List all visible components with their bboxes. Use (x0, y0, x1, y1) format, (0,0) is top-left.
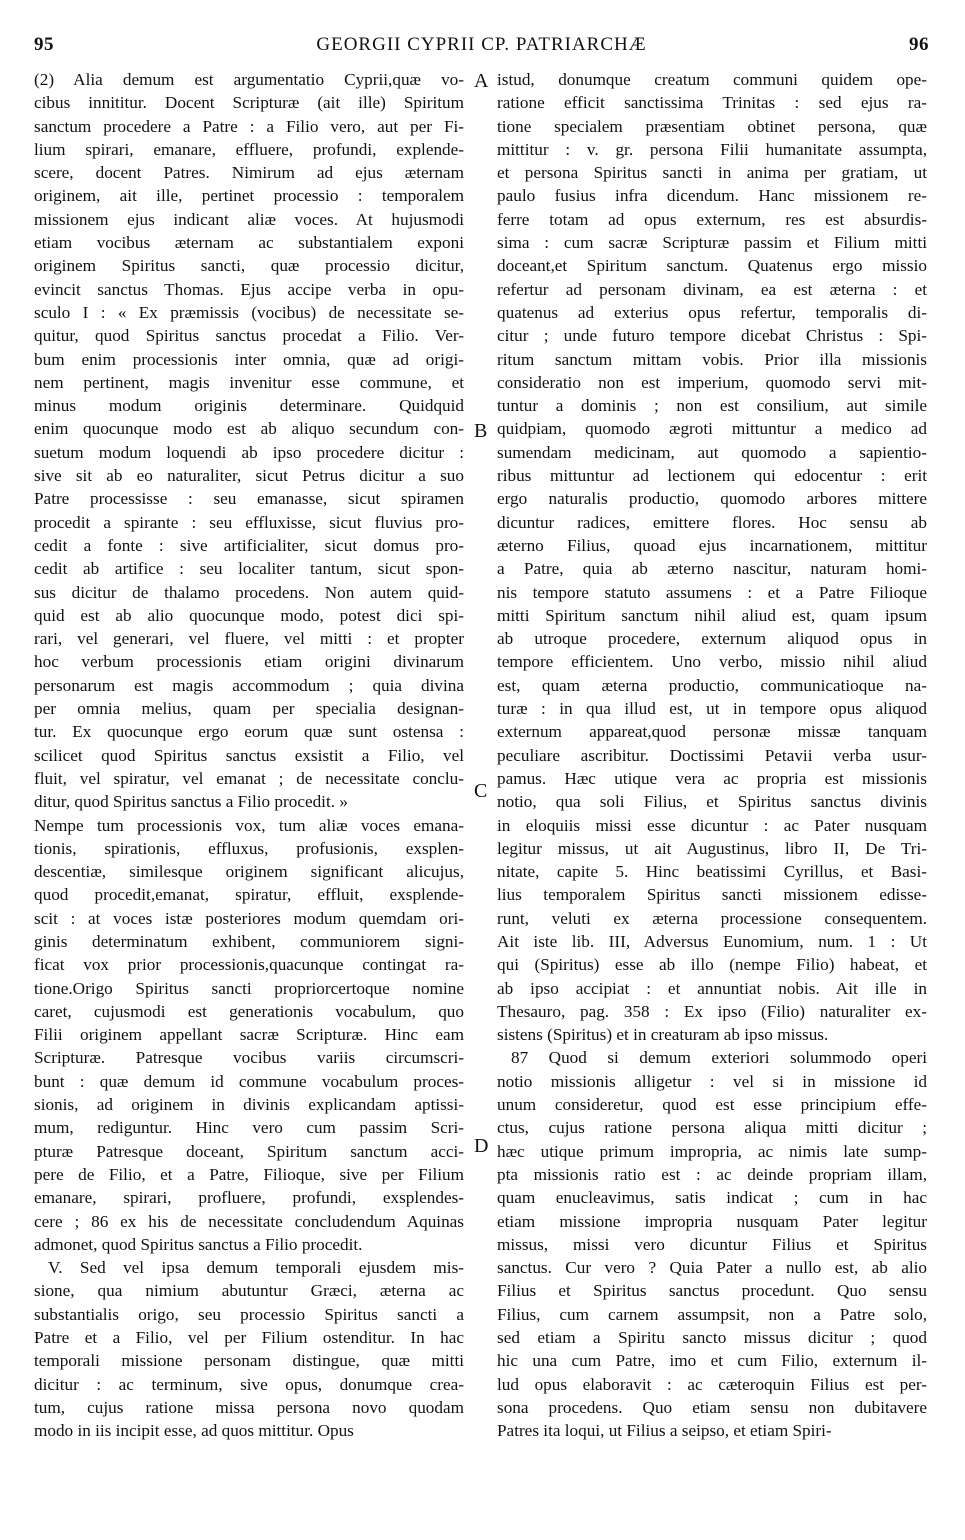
text-line: externum appareat,quod personæ missæ tanquam (497, 722, 927, 742)
left-column (34, 68, 464, 1443)
text-line: evincit sanctus Thomas. Ejus accipe verba in opu- (34, 279, 464, 299)
text-line: scilicet quod Spiritus sanctus exsistit a Filio, vel (34, 745, 464, 765)
text-line: ratione efficit sanctissima Trinitas : sed ejus ra- (497, 93, 927, 113)
text-line: sus dicitur de thalamo procedens. Non autem quid- (34, 582, 464, 602)
text-line: ficat vox prior processionis,quacunque contingat ra- (34, 955, 464, 975)
text-line: rari, vel generari, vel fluere, vel mitti : et propter (34, 629, 464, 649)
text-line: ferre totam ad opus externum, res est absurdis- (497, 209, 927, 229)
text-line: in eloquiis missi esse dicuntur : ac Pater nusquam (497, 815, 927, 835)
text-line: pta missionis ratio est : ac deinde propriam illam, (497, 1164, 927, 1184)
text-line: ditur, quod Spiritus sanctus a Filio procedit. » (34, 792, 348, 812)
text-line: etiam vocibus æternam ac substantialem exponi (34, 233, 464, 253)
text-line: cibus innititur. Docent Scripturæ (ait ille) Spiritum (34, 93, 464, 113)
text-line: sculo I : « Ex præmissis (vocibus) de necessitate se- (34, 302, 464, 322)
text-line: cedit a fonte : sive artificialiter, sicut domus pro- (34, 535, 464, 555)
text-line: nitate, capite 5. Hinc beatissimi Cyrillus, et Basi- (497, 862, 927, 882)
text-line: sanctus. Cur vero ? Quia Pater a nullo est, ab alio (497, 1258, 927, 1278)
text-line: notio missionis alligetur : vel si in missione id (497, 1071, 927, 1091)
text-line: istud, donumque creatum communi quidem ope- (497, 70, 927, 89)
text-line: 87 Quod si demum exteriori solummodo operi (511, 1048, 927, 1068)
text-line: pere de Filio, et a Patre, Filioque, sive per Filium (34, 1164, 464, 1184)
text-line: ergo naturalis productio, quomodo arbores mittere (497, 489, 927, 509)
text-line: Filius et Spiritus sanctus procedunt. Quo sensu (497, 1281, 927, 1301)
text-line: tempore efficientem. Uno verbo, missio nihil aliud (497, 652, 927, 672)
text-line: et persona Spiritus sancti in anima per gratiam, ut (497, 163, 927, 183)
margin-marker-d: D (474, 1135, 489, 1157)
text-line: Thesauro, pag. 358 : Ex ipso (Filio) naturaliter ex- (497, 1001, 927, 1021)
text-line: a Patre, quia ab æterno nascitur, naturam homi- (497, 559, 927, 579)
text-line: quod procedit,emanat, spiratur, effluit, exsplende- (34, 885, 464, 905)
text-line: Patre et a Filio, vel per Filium ostenditur. In hac (34, 1328, 464, 1348)
text-line: cedit ab artifice : seu localiter tantum, sicut spon- (34, 559, 464, 579)
text-line: scere, docent Patres. Nimirum ad ejus æternam (34, 163, 464, 183)
text-line: nem pertinent, magis invenitur esse commune, et (34, 372, 464, 392)
text-line: runt, veluti ex æterna processione consequentem. (497, 908, 927, 928)
text-line: mum, rediguntur. Hinc vero cum passim Scri- (34, 1118, 464, 1138)
running-title: GEORGII CYPRII CP. PATRIARCHÆ (316, 34, 647, 55)
text-line: sima : cum sacræ Scripturæ passim et Filium mitti (497, 233, 927, 253)
text-line: ribus mittuntur ad lectionem qui edocentur : erit (497, 466, 927, 486)
text-line: sona procedens. Quo etiam sensu non dubitavere (497, 1397, 927, 1417)
text-line: tionis, spirationis, effluxus, profusionis, exsplen- (34, 838, 464, 858)
text-line: quitur, quod Spiritus sanctus procedat a Filio. Ver- (34, 326, 464, 346)
text-line: caret, cujusmodi est generationis vocabulum, quo (34, 1001, 464, 1021)
text-line: Filius, cum carnem assumpsit, non a Patre solo, (497, 1304, 927, 1324)
text-line: missionem ejus indicant aliæ voces. At hujusmodi (34, 209, 464, 229)
text-line: dicuntur radices, emittere flores. Hoc sensu ab (497, 512, 927, 532)
margin-marker-c: C (474, 780, 488, 802)
margin-marker-a: A (474, 70, 489, 92)
text-line: sanctum procedere a Patre : a Filio vero, aut per Fi- (34, 116, 464, 136)
text-line: sione, qua nimium abutuntur Græci, æterna ac (34, 1281, 464, 1301)
text-line: pamus. Hæc utique vera ac propria est missionis (497, 768, 927, 788)
text-line: mitti Spiritum sanctum nihil aliud est, quam ipsum (497, 605, 927, 625)
page-header (34, 34, 929, 58)
text-line: fluit, vel spiratur, vel emanat ; de necessitate conclu- (34, 768, 464, 788)
text-line: qui (Spiritus) esse ab illo (nempe Filio) habeat, et (497, 955, 927, 975)
margin-marker-b: B (474, 420, 488, 442)
text-line: quatenus ad exterius opus refertur, temporalis di- (497, 302, 927, 322)
text-line: (2) Alia demum est argumentatio Cyprii,quæ vo- (34, 70, 464, 89)
text-line: ginis determinatum exhibent, communiorem signi- (34, 931, 464, 951)
page-number-left: 95 (34, 34, 54, 55)
page-number-right: 96 (909, 34, 929, 55)
text-line: hoc verbum processionis etiam origini divinarum (34, 652, 464, 672)
text-line: æterno Filius, quoad ejus incarnationem, mittitur (497, 535, 927, 555)
text-line: substantialis origo, seu processio Spiritus sancti a (34, 1304, 464, 1324)
text-line: paulo fusius infra dicendum. Hanc missionem re- (497, 186, 927, 206)
text-line: missus, missi vero dicuntur Filius et Spiritus (497, 1234, 927, 1254)
text-line: hic una cum Patre, imo et cum Filio, externum il- (497, 1351, 927, 1371)
text-line: refertur ad personam divinam, ea est æterna : et (497, 279, 927, 299)
text-line: scit : at voces istæ posteriores modum quemdam ori- (34, 908, 464, 928)
text-line: unum consideretur, quod est esse principium effe- (497, 1095, 927, 1115)
text-line: emanare, spirari, profluere, profundi, exsplendes- (34, 1188, 464, 1208)
text-line: sionis, ad originem in divinis explicandam aptissi- (34, 1095, 464, 1115)
right-column (497, 68, 927, 1443)
text-line: tuntur a dominis ; non est consilium, aut simile (497, 396, 927, 416)
text-line: legitur missus, ut ait Augustinus, libro II, De Tri- (497, 838, 927, 858)
text-line: sistens (Spiritus) et in creaturam ab ipso missus. (497, 1025, 829, 1045)
text-line: peculiare ascribitur. Doctissimi Petavii verba usur- (497, 745, 927, 765)
text-line: Nempe tum processionis vox, tum aliæ voces emana- (34, 815, 464, 835)
text-line: tur. Ex quocunque ergo eorum quæ sunt ostensa : (34, 722, 464, 742)
text-line: sed etiam a Spiritu sancto missus dicitur ; quod (497, 1328, 927, 1348)
text-line: turæ : in qua illud est, ut in tempore opus aliquod (497, 699, 927, 719)
text-line: sive sit ab eo naturaliter, sicut Petrus dicitur a suo (34, 466, 464, 486)
text-line: suetum modum loquendi ab ipso procedere dicitur : (34, 442, 464, 462)
text-line: ritum sanctum mittam vobis. Prior illa missionis (497, 349, 927, 369)
text-line: quam enucleavimus, satis indicat ; cum in hac (497, 1188, 927, 1208)
text-line: etiam missione impropria nusquam Pater legitur (497, 1211, 927, 1231)
text-line: originem, ait ille, pertinet processio : temporalem (34, 186, 464, 206)
text-line: lium spirari, emanare, effluere, profundi, explende- (34, 139, 464, 159)
text-line: consideratio non est imperium, quomodo servi mit- (497, 372, 927, 392)
text-line: ctus, cujus ratione persona aliqua mitti dicitur ; (497, 1118, 927, 1138)
text-line: ab utroque procedere, externum aliquod opus in (497, 629, 927, 649)
text-line: notio, qua soli Filius, et Spiritus sanctus divinis (497, 792, 927, 812)
text-line: personarum est magis accommodum ; quia divina (34, 675, 464, 695)
text-line: doceant,et Spiritum sanctum. Quatenus ergo missio (497, 256, 927, 276)
text-line: sumendam medicinam, aut quomodo a sapientio- (497, 442, 927, 462)
text-line: modo in iis incipit esse, ad quos mittitur. Opus (34, 1421, 354, 1441)
text-line: quid est ab alio quocunque modo, potest dici spi- (34, 605, 464, 625)
text-line: admonet, quod Spiritus sanctus a Filio procedit. (34, 1234, 363, 1254)
text-line: hæc utique primum impropria, ac nimis late sump- (497, 1141, 927, 1161)
text-line: V. Sed vel ipsa demum temporali ejusdem mis- (48, 1258, 464, 1278)
text-line: cere ; 86 ex his de necessitate concludendum Aquinas (34, 1211, 464, 1231)
text-line: per omnia melius, quam per specialia designan- (34, 699, 464, 719)
text-line: dicitur : ac terminum, sive opus, donumque crea- (34, 1374, 464, 1394)
text-line: Patre processisse : seu emanasse, sicut spiramen (34, 489, 464, 509)
text-line: bunt : quæ demum id commune vocabulum proces- (34, 1071, 464, 1091)
text-line: Ait iste lib. III, Adversus Eunomium, num. 1 : Ut (497, 931, 927, 951)
text-line: est, quam æterna productio, communicatioque na- (497, 675, 927, 695)
text-line: temporali missione personam distingue, quæ mitti (34, 1351, 464, 1371)
text-line: ab ipso accipiat : et annuntiat nobis. Ait ille in (497, 978, 927, 998)
text-line: originem Spiritus sancti, quæ processio dicitur, (34, 256, 464, 276)
text-line: descentiæ, similesque originem significant alicujus, (34, 862, 464, 882)
text-line: citur ; unde futuro tempore dicebat Christus : Spi- (497, 326, 927, 346)
text-line: minus modum originis determinare. Quidquid (34, 396, 464, 416)
text-line: lius temporalem Spiritus sancti missionem edisse- (497, 885, 927, 905)
text-line: pturæ Patresque doceant, Spiritum sanctum acci- (34, 1141, 464, 1161)
text-line: Scripturæ. Patresque vocibus variis circumscri- (34, 1048, 464, 1068)
text-line: tione specialem præsentiam obtinet persona, quæ (497, 116, 927, 136)
text-line: lud opus elaboravit : ac cæteroquin Filius est per- (497, 1374, 927, 1394)
text-line: bum enim processionis inter omnia, quæ ad origi- (34, 349, 464, 369)
text-line: enim quocunque modo est ab aliquo secundum con- (34, 419, 464, 439)
text-line: nis tempore statuto assumens : et a Patre Filioque (497, 582, 927, 602)
text-line: Filii originem appellant sacræ Scripturæ. Hinc eam (34, 1025, 464, 1045)
text-line: Patres ita loqui, ut Filius a seipso, et etiam Spiri- (497, 1421, 832, 1441)
text-line: procedit a spirante : seu effluxisse, sicut fluvius pro- (34, 512, 464, 532)
text-line: quidpiam, quomodo ægroti mittuntur a medico ad (497, 419, 927, 439)
text-line: tum, cujus ratione missa persona novo quodam (34, 1397, 464, 1417)
text-line: tione.Origo Spiritus sancti propriorcertoque nomine (34, 978, 464, 998)
text-line: mittitur : v. gr. persona Filii humanitate assumpta, (497, 139, 927, 159)
